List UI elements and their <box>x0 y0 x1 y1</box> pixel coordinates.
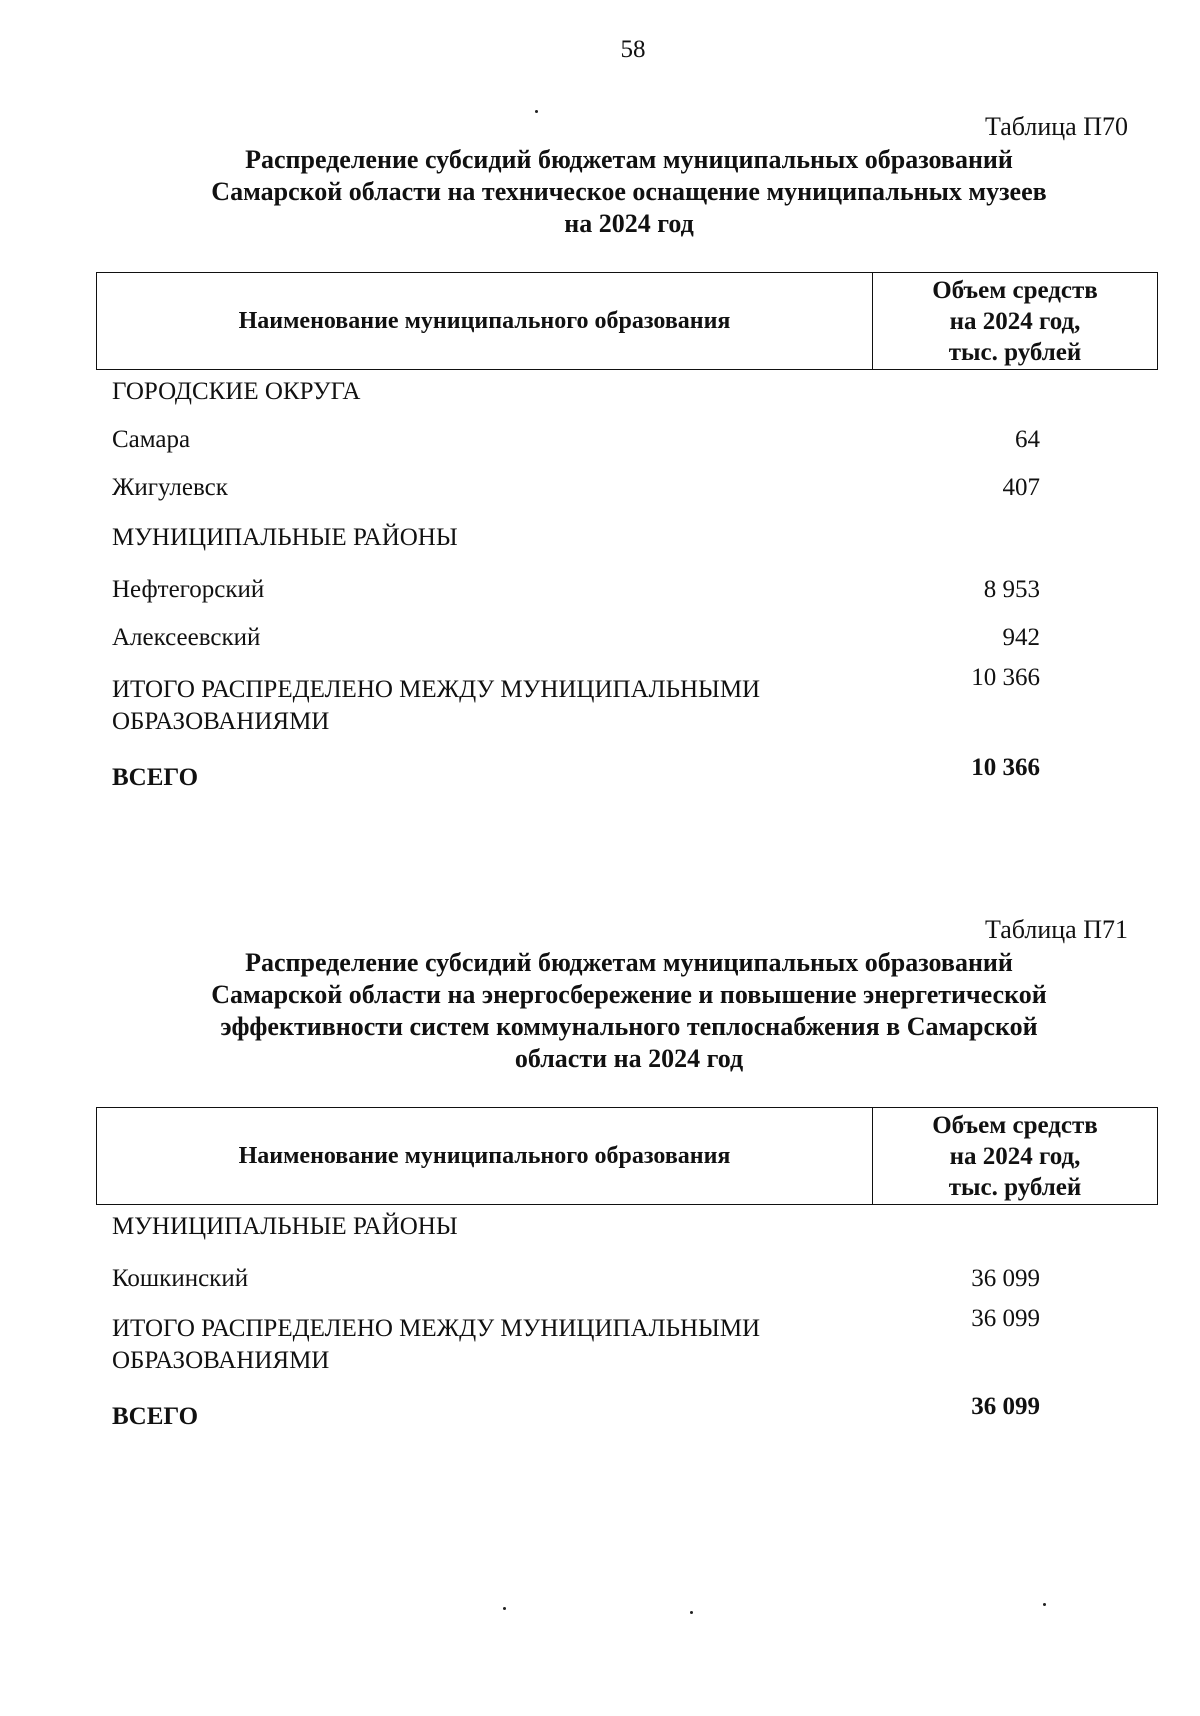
row-name: Самара <box>112 426 191 453</box>
header-amount-line: Объем средств <box>932 1111 1098 1139</box>
table-row <box>98 622 1160 654</box>
header-amount-line: на 2024 год, <box>949 1142 1081 1170</box>
table-row <box>98 472 1160 504</box>
total-row <box>98 662 1160 738</box>
scan-speck <box>1043 1603 1046 1606</box>
title-line: Самарской области на энергосбережение и повышение энергетической <box>211 980 1047 1009</box>
title-line: на 2024 год <box>564 209 694 238</box>
group-row <box>98 1211 1160 1243</box>
title-line: области на 2024 год <box>514 1044 744 1073</box>
header-name: Наименование муниципального образования <box>97 273 873 369</box>
row-amount <box>858 376 1160 408</box>
row-amount: 36 099 <box>971 1305 1040 1332</box>
header-amount-line: на 2024 год, <box>949 307 1081 335</box>
header-amount-line: тыс. рублей <box>948 338 1082 366</box>
grand-total-row <box>98 1381 1160 1433</box>
row-name: ГОРОДСКИЕ ОКРУГА <box>112 378 361 405</box>
row-name: МУНИЦИПАЛЬНЫЕ РАЙОНЫ <box>112 1213 458 1240</box>
header-amount <box>873 273 1157 369</box>
grand-total-row <box>98 742 1160 794</box>
header-amount-line: тыс. рублей <box>948 1173 1082 1201</box>
table-row <box>98 574 1160 606</box>
row-name: Нефтегорский <box>112 576 265 603</box>
scan-speck <box>503 1607 506 1610</box>
row-amount: 10 366 <box>971 754 1040 781</box>
row-amount: 36 099 <box>971 1265 1040 1292</box>
row-amount: 64 <box>1015 426 1040 453</box>
row-name: МУНИЦИПАЛЬНЫЕ РАЙОНЫ <box>112 524 458 551</box>
title-line: Самарской области на техническое оснащение муниципальных музеев <box>211 177 1047 206</box>
title-line: эффективности систем коммунального теплоснабжения в Самарской <box>220 1012 1038 1041</box>
title-line: Распределение субсидий бюджетам муниципальных образований <box>245 948 1013 977</box>
table-label: Таблица П70 <box>985 112 1128 141</box>
table-row <box>98 1263 1160 1295</box>
table-row <box>98 424 1160 456</box>
row-name: Жигулевск <box>112 474 228 501</box>
page-number: 58 <box>620 36 646 63</box>
header-name: Наименование муниципального образования <box>97 1108 873 1204</box>
row-amount: 36 099 <box>971 1393 1040 1420</box>
scan-speck <box>690 1611 693 1614</box>
row-amount: 8 953 <box>983 576 1040 603</box>
table-p70-section <box>98 112 1160 794</box>
table-title <box>98 947 1160 1075</box>
row-amount: 942 <box>1002 624 1040 651</box>
group-row <box>98 522 1160 554</box>
row-name: ВСЕГО <box>112 764 199 791</box>
row-amount <box>858 522 1160 554</box>
table-header <box>96 272 1158 370</box>
header-amount <box>873 1108 1157 1204</box>
row-name: Кошкинский <box>112 1265 249 1292</box>
title-line: Распределение субсидий бюджетам муниципальных образований <box>245 145 1013 174</box>
table-p71-section <box>98 915 1160 1433</box>
table-header <box>96 1107 1158 1205</box>
row-name: ИТОГО РАСПРЕДЕЛЕНО МЕЖДУ МУНИЦИПАЛЬНЫМИ ОБРАЗОВАНИЯМИ <box>112 1315 761 1374</box>
header-amount-line: Объем средств <box>932 276 1098 304</box>
row-name: ИТОГО РАСПРЕДЕЛЕНО МЕЖДУ МУНИЦИПАЛЬНЫМИ ОБРАЗОВАНИЯМИ <box>112 676 761 735</box>
table-title <box>98 144 1160 240</box>
row-amount: 407 <box>1002 474 1040 501</box>
group-row <box>98 376 1160 408</box>
row-amount: 10 366 <box>971 664 1040 691</box>
row-name: Алексеевский <box>112 624 261 651</box>
total-row <box>98 1303 1160 1377</box>
table-label: Таблица П71 <box>985 915 1128 944</box>
row-name: ВСЕГО <box>112 1403 199 1430</box>
row-amount <box>858 1211 1160 1243</box>
